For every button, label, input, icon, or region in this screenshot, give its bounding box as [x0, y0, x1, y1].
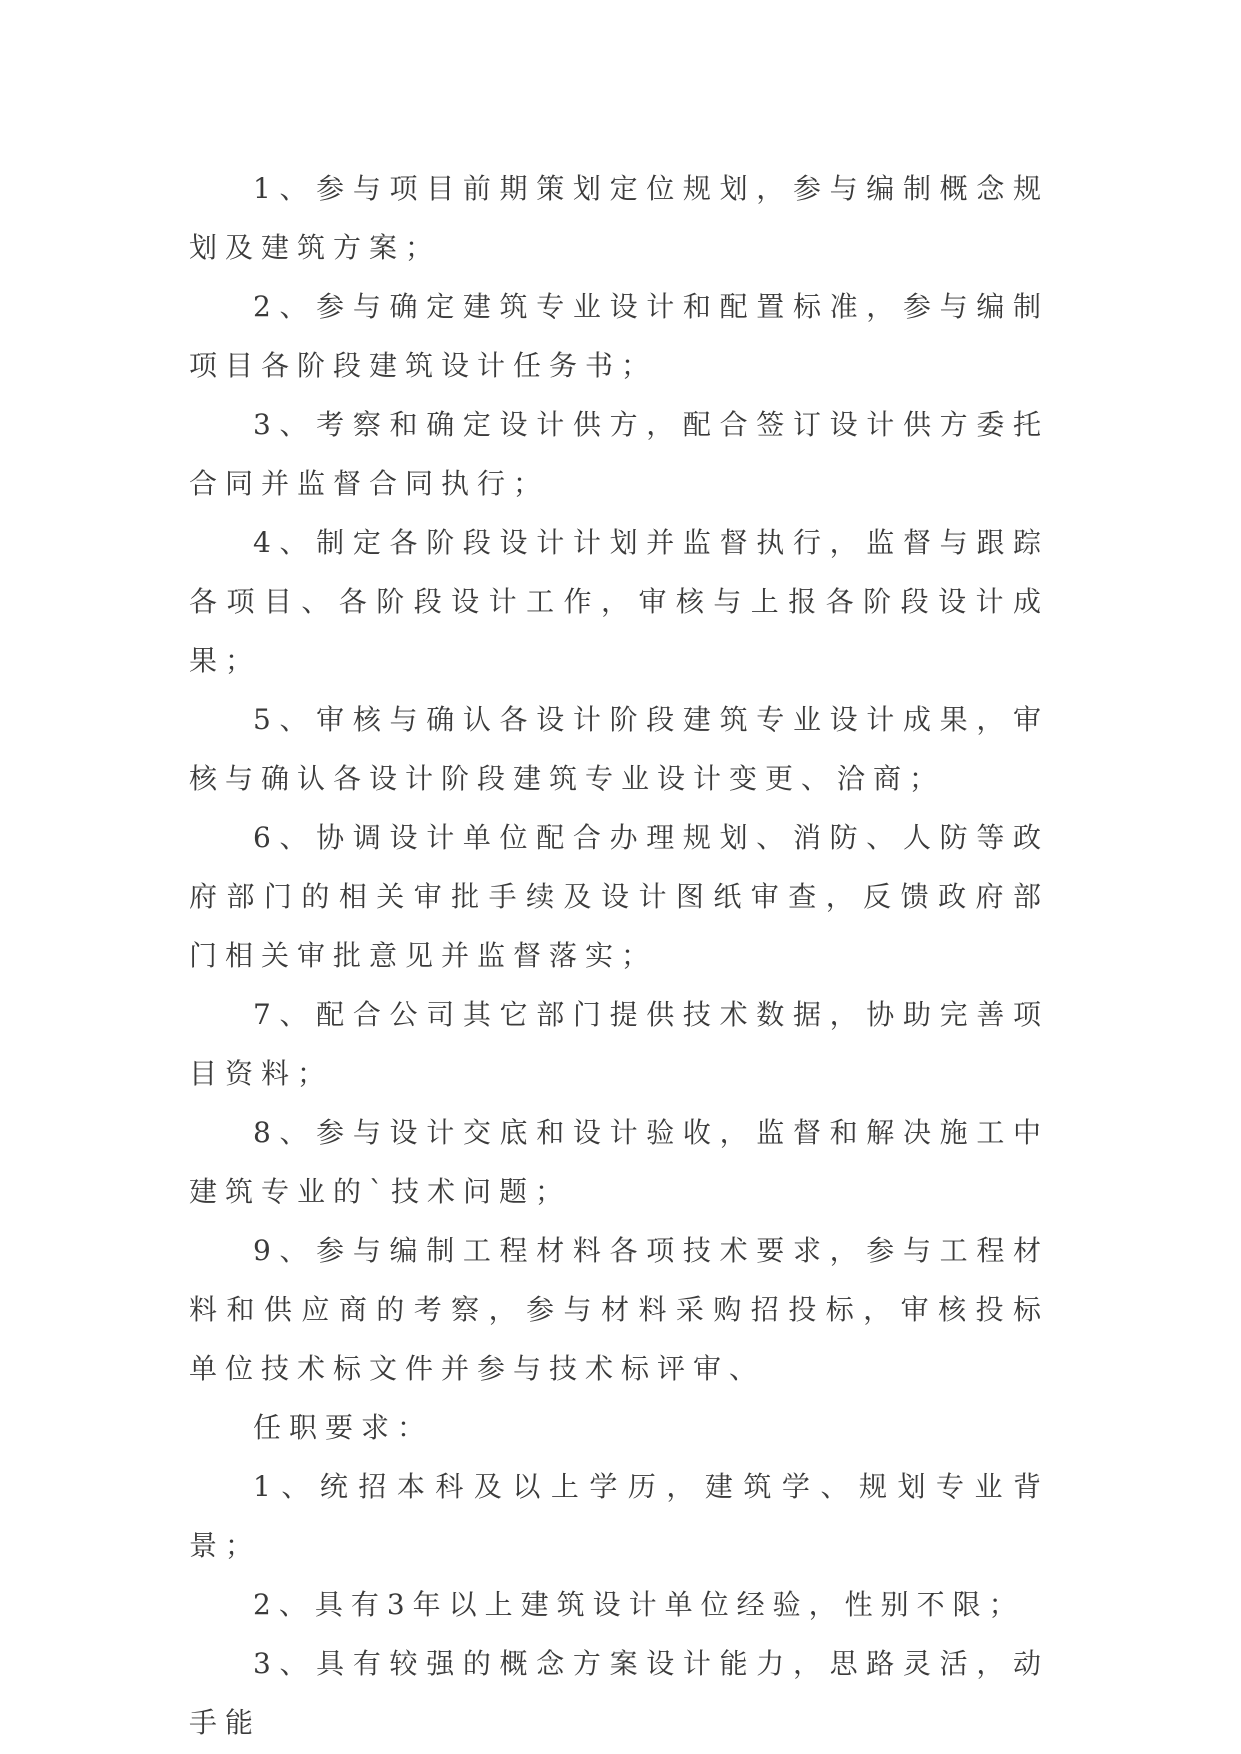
- paragraph-duty-1: 1、参与项目前期策划定位规划，参与编制概念规划及建筑方案；: [189, 172, 1049, 264]
- paragraph-duty-8: 8、参与设计交底和设计验收，监督和解决施工中建筑专业的`技术问题；: [189, 1116, 1049, 1208]
- paragraph-duty-7: 7、配合公司其它部门提供技术数据，协助完善项目资料；: [189, 998, 1049, 1090]
- paragraph-duty-3: 3、考察和确定设计供方，配合签订设计供方委托合同并监督合同执行；: [189, 408, 1049, 500]
- paragraph-duty-9: 9、参与编制工程材料各项技术要求，参与工程材料和供应商的考察，参与材料采购招投标，审核投标单位技术标文件并参与技术标评审、: [189, 1234, 1049, 1385]
- paragraph-duty-5: 5、审核与确认各设计阶段建筑专业设计成果，审核与确认各设计阶段建筑专业设计变更、洽商；: [189, 703, 1049, 795]
- paragraph-duty-4: 4、制定各阶段设计计划并监督执行，监督与跟踪各项目、各阶段设计工作，审核与上报各阶段设计成果；: [189, 526, 1049, 677]
- paragraph-requirement-3: 3、具有较强的概念方案设计能力，思路灵活，动手能: [189, 1647, 1049, 1739]
- document-body: [189, 159, 1049, 1752]
- paragraph-requirement-1: 1、统招本科及以上学历，建筑学、规划专业背景；: [189, 1470, 1049, 1562]
- section-heading-requirements: 任职要求：: [253, 1411, 434, 1444]
- paragraph-duty-6: 6、协调设计单位配合办理规划、消防、人防等政府部门的相关审批手续及设计图纸审查，反馈政府部门相关审批意见并监督落实；: [189, 821, 1049, 972]
- paragraph-requirement-2: 2、具有3年以上建筑设计单位经验，性别不限；: [253, 1588, 1025, 1621]
- paragraph-duty-2: 2、参与确定建筑专业设计和配置标准，参与编制项目各阶段建筑设计任务书；: [189, 290, 1049, 382]
